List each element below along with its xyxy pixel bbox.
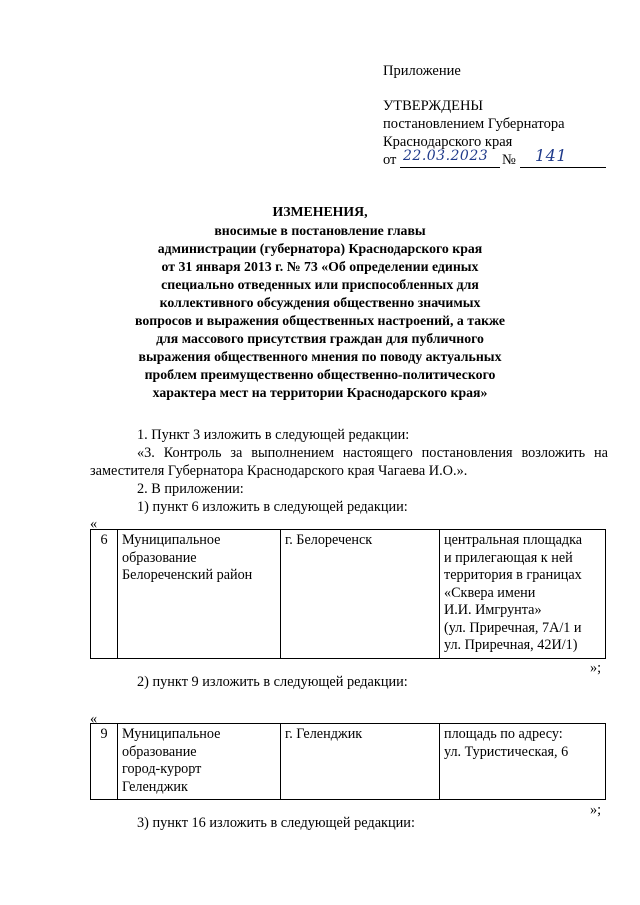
cell-municipality — [118, 724, 281, 800]
paragraph-1: 1. Пункт 3 изложить в следующей редакции: — [137, 427, 410, 443]
cell-line: Геленджик — [122, 778, 188, 795]
approved-heading: УТВЕРЖДЕНЫ — [383, 98, 484, 114]
cell-line: территория в границах — [444, 567, 582, 583]
title-line-2: администрации (губернатора) Краснодарского края — [157, 241, 483, 256]
cell-line: площадь по адресу: — [444, 726, 563, 742]
paragraph-2-item-1: 1) пункт 6 изложить в следующей редакции: — [137, 499, 408, 515]
paragraph-1-text-line-2: заместителя Губернатора Краснодарского края Чагаева И.О.». — [90, 463, 468, 479]
handwritten-date: 22.03.2023 — [403, 148, 489, 164]
cell-line: (ул. Приречная, 7А/1 и — [444, 619, 582, 636]
number-prefix: № — [502, 152, 516, 168]
cell-place — [440, 724, 606, 800]
title-line-7: для массового присутствия граждан для публичного — [156, 331, 484, 346]
open-quote-2: « — [90, 711, 98, 727]
number-underline — [520, 167, 606, 168]
close-quote-2: »; — [590, 802, 602, 818]
document-title: ИЗМЕНЕНИЯ, — [272, 204, 368, 219]
appendix-label: Приложение — [383, 63, 461, 79]
paragraph-1-text-line-1: «3. Контроль за выполнением настоящего постановления возложить на — [137, 445, 608, 461]
title-line-4: специально отведенных или приспособленных для — [161, 277, 479, 292]
paragraph-2-item-3: 3) пункт 16 изложить в следующей редакции: — [137, 815, 415, 831]
title-line-3: от 31 января 2013 г. № 73 «Об определении единых — [161, 259, 479, 274]
cell-line: город-курорт — [122, 761, 202, 777]
date-underline — [400, 167, 500, 168]
approved-line-1: постановлением Губернатора — [383, 116, 565, 132]
cell-line: и прилегающая к ней — [444, 549, 573, 566]
table-row — [91, 724, 606, 800]
cell-line: Муниципальное — [122, 726, 221, 742]
title-line-10: характера мест на территории Краснодарского края» — [152, 385, 488, 400]
close-quote-1: »; — [590, 660, 602, 676]
cell-line: ул. Туристическая, 6 — [444, 743, 569, 760]
cell-number: 9 — [91, 724, 118, 800]
table-point-9 — [90, 723, 606, 800]
paragraph-2-item-2: 2) пункт 9 изложить в следующей редакции: — [137, 674, 408, 690]
cell-line: «Сквера имени — [444, 584, 536, 601]
table-point-6 — [90, 529, 606, 659]
cell-line: И.И. Имгрунта» — [444, 602, 542, 618]
cell-line: центральная площадка — [444, 532, 583, 548]
approved-from-prefix: от — [383, 152, 397, 168]
cell-line: образование — [122, 743, 197, 760]
cell-line: Муниципальное — [122, 532, 221, 548]
title-line-1: вносимые в постановление главы — [214, 223, 426, 238]
cell-city: г. Белореченск — [281, 530, 440, 659]
handwritten-number: 141 — [535, 146, 568, 165]
title-line-5: коллективного обсуждения общественно значимых — [159, 295, 481, 310]
cell-number: 6 — [91, 530, 118, 659]
table-row — [91, 530, 606, 659]
paragraph-2: 2. В приложении: — [137, 481, 244, 497]
open-quote-1: « — [90, 516, 98, 532]
cell-line: Белореченский район — [122, 567, 253, 583]
cell-municipality — [118, 530, 281, 659]
cell-line: ул. Приречная, 42И/1) — [444, 637, 578, 653]
cell-line: образование — [122, 549, 197, 566]
title-line-6: вопросов и выражения общественных настроений, а также — [135, 313, 505, 328]
cell-place — [440, 530, 606, 659]
title-line-8: выражения общественного мнения по поводу актуальных — [138, 349, 502, 364]
title-line-9: проблем преимущественно общественно-политического — [144, 367, 496, 382]
cell-city: г. Геленджик — [281, 724, 440, 800]
approved-line-2: Краснодарского края — [383, 134, 513, 150]
